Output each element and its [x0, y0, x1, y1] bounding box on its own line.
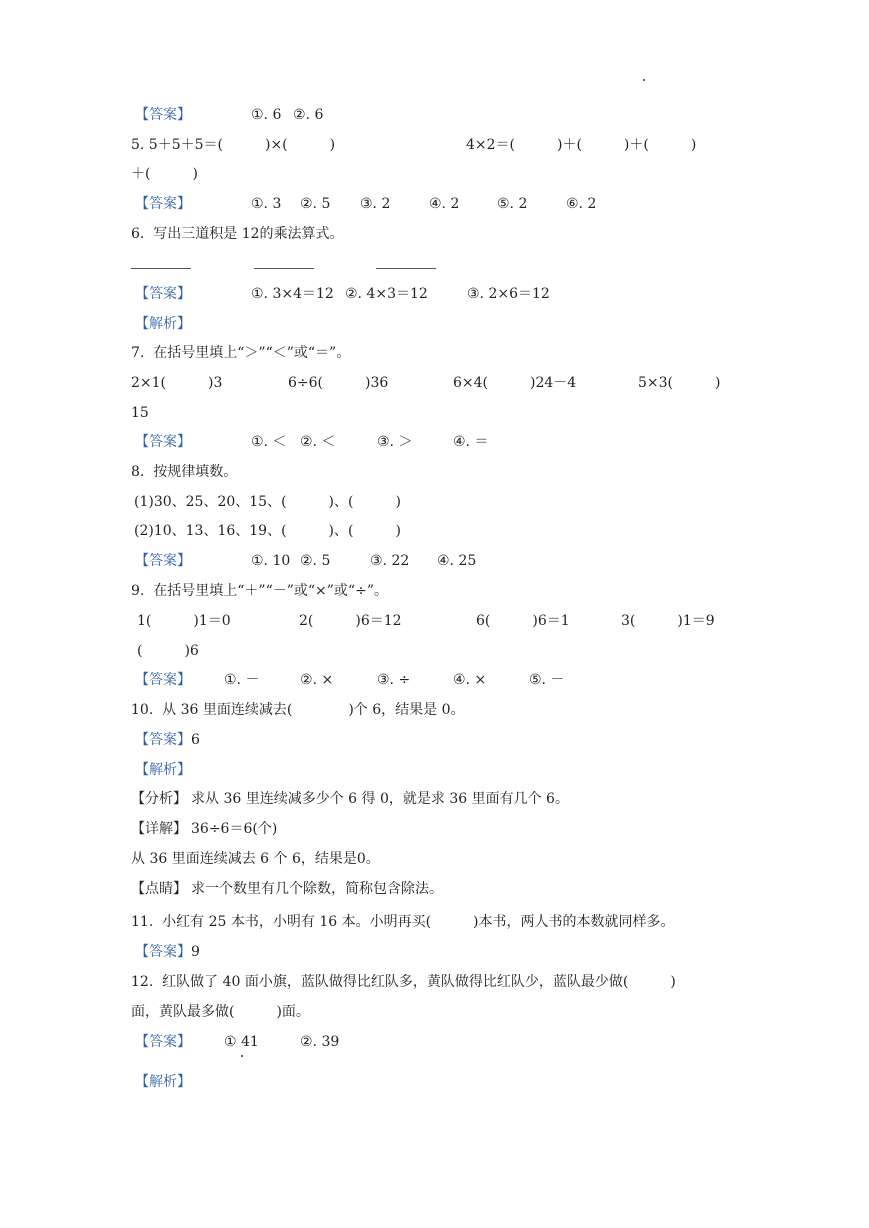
answer-item: ④. × — [453, 672, 487, 688]
answer-item: ③. 2×6＝12 — [467, 286, 550, 302]
question-9-item: 2( )6＝12 — [299, 613, 402, 629]
dianjing-tag: 【点睛】 — [131, 881, 187, 897]
answer-tag: 【答案】 — [135, 107, 191, 123]
question-12-line1: 12. 红队做了 40 面小旗，蓝队做得比红队多，黄队做得比红队少，蓝队最少做( ) — [131, 974, 676, 990]
answer-item: ②. × — [300, 672, 334, 688]
solution-line: 从 36 里面连续减去 6 个 6，结果是0。 — [131, 851, 380, 867]
stray-dot — [643, 79, 645, 81]
answer-tag: 【答案】 — [135, 732, 191, 748]
stray-dot — [241, 1055, 243, 1057]
answer-item: ①. 3 — [251, 196, 282, 212]
analysis-tag: 【解析】 — [135, 762, 191, 778]
answer-item: ②. 4×3＝12 — [345, 286, 428, 302]
answer-item: ②. 39 — [300, 1034, 340, 1050]
answer-item: ④. ＝ — [453, 434, 489, 450]
analysis-tag: 【解析】 — [135, 1074, 191, 1090]
fenxi-text: 求从 36 里连续减多少个 6 得 0，就是求 36 里面有几个 6。 — [191, 791, 569, 807]
answer-item: ⑥. 2 — [566, 196, 597, 212]
answer-tag: 【答案】 — [135, 672, 191, 688]
answer-item: ①. 6 — [251, 107, 282, 123]
answer-item: ②. 5 — [300, 196, 331, 212]
question-7-item: 2×1( )3 — [131, 375, 223, 391]
xiangjie-tag: 【详解】 — [131, 821, 187, 837]
answer-item: ①. ＜ — [251, 434, 287, 450]
answer-item: ①. 10 — [251, 553, 291, 569]
answer-tag: 【答案】 — [135, 286, 191, 302]
answer-tag: 【答案】 — [135, 434, 191, 450]
answer-item: ⑤. － — [529, 672, 565, 688]
answer-item: ②. 6 — [293, 107, 324, 123]
answer-item: ① 41 — [224, 1034, 259, 1050]
answer-blank-line — [254, 268, 314, 269]
question-10-text: 10. 从 36 里面连续减去( )个 6，结果是 0。 — [131, 702, 465, 718]
question-11-text: 11. 小红有 25 本书，小明有 16 本。小明再买( )本书，两人书的本数就同样多。 — [131, 914, 675, 930]
dianjing-text: 求一个数里有几个除数，简称包含除法。 — [191, 881, 443, 897]
question-7-line2: 15 — [131, 405, 149, 421]
answer-item: ②. ＜ — [300, 434, 336, 450]
answer-tag: 【答案】 — [135, 553, 191, 569]
answer-tag: 【答案】 — [135, 944, 191, 960]
answer-tag: 【答案】 — [135, 196, 191, 212]
question-5-text-b: 4×2＝( )＋( )＋( ) — [466, 137, 697, 153]
answer-item: ③. 2 — [360, 196, 391, 212]
answer-item: ②. 5 — [300, 553, 331, 569]
question-8-sub1: (1)30、25、20、15、( )、( ) — [134, 494, 401, 510]
answer-blank-line — [131, 268, 191, 269]
fenxi-tag: 【分析】 — [131, 791, 187, 807]
question-6-text: 6. 写出三道积是 12的乘法算式。 — [131, 226, 344, 242]
answer-item: ③. 22 — [370, 553, 410, 569]
question-5-line2: ＋( ) — [131, 166, 198, 182]
answer-value: 6 — [191, 732, 200, 748]
question-8-sub2: (2)10、13、16、19、( )、( ) — [134, 523, 401, 539]
question-12-line2: 面，黄队最多做( )面。 — [131, 1004, 310, 1020]
analysis-tag: 【解析】 — [135, 316, 191, 332]
question-8-text: 8. 按规律填数。 — [131, 464, 238, 480]
xiangjie-text: 36÷6＝6(个) — [191, 821, 278, 837]
answer-item: ④. 25 — [437, 553, 477, 569]
answer-value: 9 — [191, 944, 200, 960]
question-7-item: 5×3( ) — [638, 375, 721, 391]
question-9-text: 9. 在括号里填上“＋”“－”或“×”或“÷”。 — [131, 583, 388, 599]
answer-item: ③. ＞ — [377, 434, 413, 450]
question-9-item: 1( )1＝0 — [137, 613, 231, 629]
question-7-item: 6÷6( )36 — [288, 375, 389, 391]
answer-item: ①. － — [224, 672, 260, 688]
question-9-item: 6( )6＝1 — [476, 613, 570, 629]
answer-item: ④. 2 — [429, 196, 460, 212]
question-9-line2: ( )6 — [137, 643, 199, 659]
answer-item: ①. 3×4＝12 — [251, 286, 334, 302]
question-9-item: 3( )1＝9 — [621, 613, 715, 629]
answer-item: ⑤. 2 — [497, 196, 528, 212]
question-5-text: 5. 5＋5＋5＝( )×( ) — [131, 137, 336, 153]
question-7-text: 7. 在括号里填上“＞”“＜”或“＝”。 — [131, 345, 351, 361]
question-7-item: 6×4( )24－4 — [453, 375, 577, 391]
answer-item: ③. ÷ — [377, 672, 411, 688]
answer-tag: 【答案】 — [135, 1034, 191, 1050]
answer-blank-line — [376, 268, 436, 269]
